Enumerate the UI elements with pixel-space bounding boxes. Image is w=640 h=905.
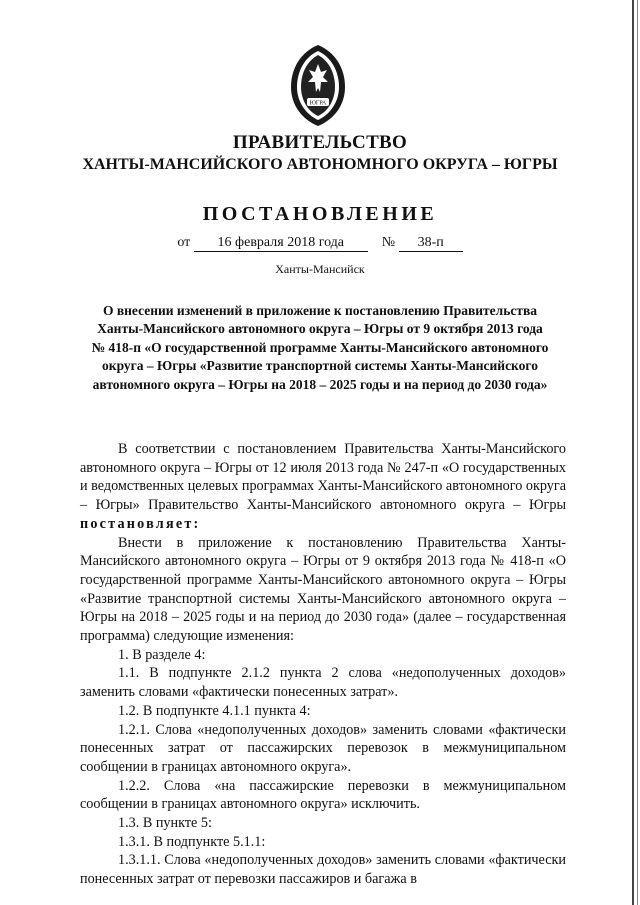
resolves-keyword: постановляет:	[80, 515, 201, 532]
doc-type-title: ПОСТАНОВЛЕНИЕ	[202, 203, 438, 225]
document-number: 38-п	[399, 235, 463, 252]
coat-of-arms-emblem	[283, 42, 353, 128]
document-heading: О внесении изменений в приложение к постановлению Правительства Ханты-Мансийского автономного округа – Югры от 9 октября 2013 года № 418-п «О государственной программе Ханты-Мансийского автономного округа – Югры «Развитие транспортной системы Ханты-Мансийского автономного округа – Югры на 2018 – 2025 годы и на период до 2030 года»	[91, 303, 549, 392]
paragraph	[80, 440, 566, 534]
paragraph: 1.2. В подпункте 4.1.1 пункта 4:	[118, 702, 311, 719]
paragraph: 1.2.1. Слова «недополученных доходов» заменить словами «фактически понесенных затрат от пассажирских перевозок в межмуниципальном сообщении в границах автономного округа».	[80, 721, 566, 775]
city: Ханты-Мансийск	[275, 262, 365, 276]
document-date: 16 февраля 2018 года	[194, 235, 368, 252]
dateline	[0, 235, 640, 252]
paragraph: 1.2.2. Слова «на пассажирские перевозки в межмуниципальном сообщении в границах автономного округа» исключить.	[80, 777, 566, 813]
paragraph: 1.1. В подпункте 2.1.2 пункта 2 слова «недополученных доходов» заменить словами «фактически понесенных затрат».	[80, 665, 566, 701]
date-label: от	[177, 235, 191, 250]
paragraph: 1.3.1.1. Слова «недополученных доходов» заменить словами «фактически понесенных затрат от перевозки пассажиров и багажа в	[80, 852, 566, 888]
svg-text:ЮГРА: ЮГРА	[309, 100, 327, 107]
paragraph: Внести в приложение к постановлению Правительства Ханты-Мансийского автономного округа – Югры от 9 октября 2013 года № 418-п «О государственной программе Ханты-Мансийского автономного округа – Югры «Развитие транспортной системы Ханты-Мансийского автономного округа – Югры на 2018 – 2025 годы и на период до 2030 года» (далее – государственная программа) следующие изменения:	[80, 534, 566, 645]
region-title: ХАНТЫ-МАНСИЙСКОГО АВТОНОМНОГО ОКРУГА – ЮГРЫ	[82, 156, 558, 173]
paragraph: 1.3. В пункте 5:	[118, 815, 212, 832]
number-label: №	[381, 235, 396, 250]
document-body	[80, 440, 566, 889]
paragraph: 1.3.1. В подпункте 5.1.1:	[118, 833, 266, 850]
org-title: ПРАВИТЕЛЬСТВО	[232, 132, 408, 153]
paragraph: 1. В разделе 4:	[118, 646, 206, 663]
paragraph-text: В соответствии с постановлением Правительства Ханты-Мансийского автономного округа – Югры от 12 июля 2013 года № 247-п «О государственных и ведомственных целевых программах Ханты-Мансийского автономного округа – Югры» Правительство Ханты-Мансийского автономного округа – Югры	[80, 441, 566, 514]
